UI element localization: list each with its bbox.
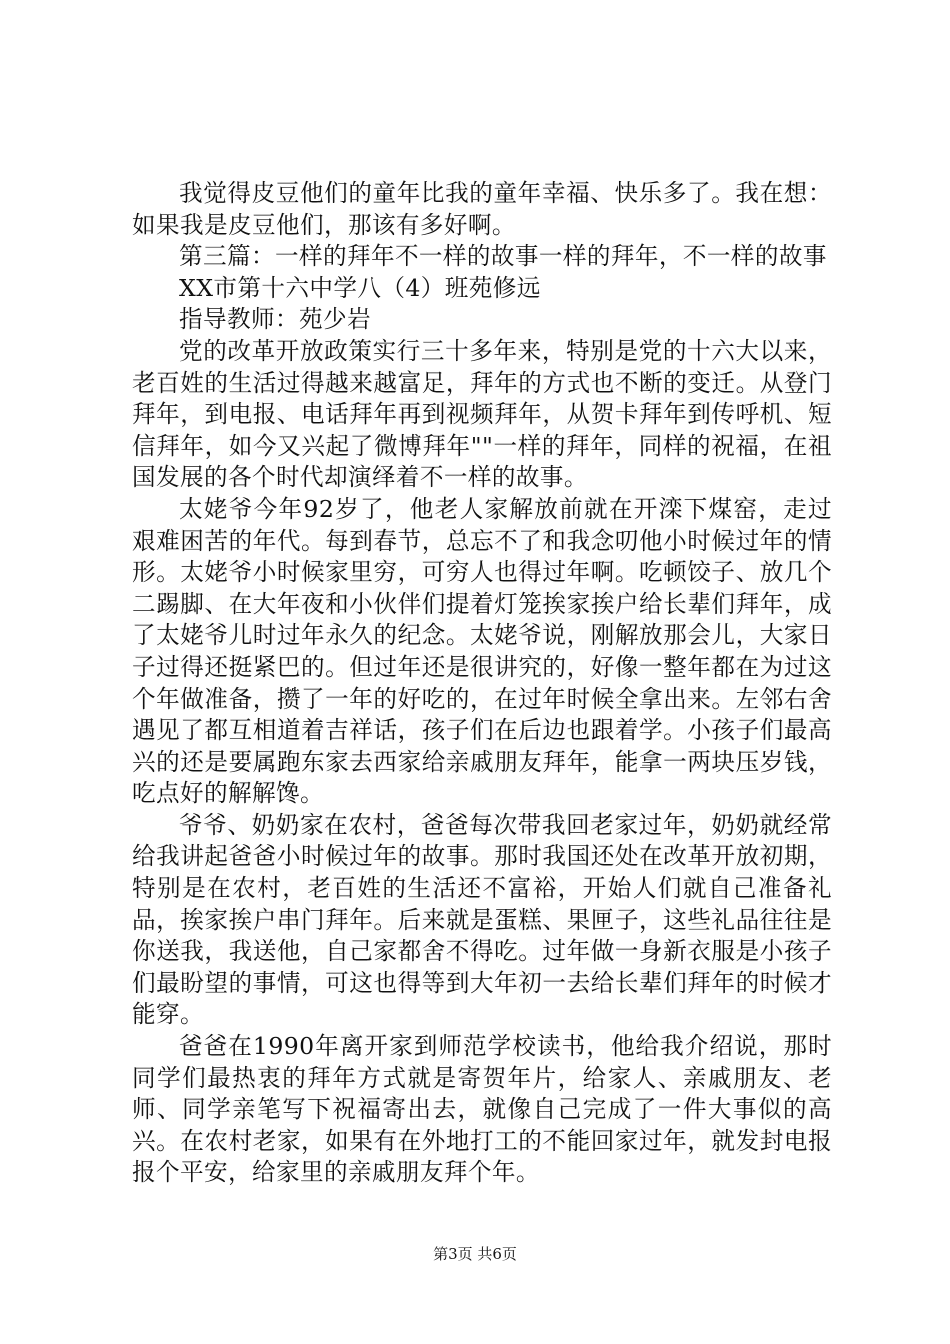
page-number-footer: 第3页 共6页 [433,1245,517,1263]
section-heading: 第三篇：一样的拜年不一样的故事一样的拜年，不一样的故事 [179,242,827,271]
paragraph-intro-ending: 我觉得皮豆他们的童年比我的童年幸福、快乐多了。我在想：如果我是皮豆他们，那该有多好啊。 [132,179,832,239]
paragraph-great-grandfather: 太姥爷今年92岁了，他老人家解放前就在开滦下煤窑，走过艰难困苦的年代。每到春节，总忘不了和我念叨他小时候过年的情形。太姥爷小时候家里穷，可穷人也得过年啊。吃顿饺子、放几个二踢脚、在大年夜和小伙伴们提着灯笼挨家挨户给长辈们拜年，成了太姥爷儿时过年永久的纪念。太姥爷说，刚解放那会儿，大家日子过得还挺紧巴的。但过年还是很讲究的，好像一整年都在为过这个年做准备，攒了一年的好吃的，在过年时候全拿出来。左邻右舍遇见了都互相道着吉祥话，孩子们在后边也跟着学。小孩子们最高兴的还是要属跑东家去西家给亲戚朋友拜年，能拿一两块压岁钱，吃点好的解解馋。 [132,494,832,808]
author-line: XX市第十六中学八（4）班苑修远 [179,273,541,302]
document-body [132,178,832,1189]
paragraph-grandparents: 爷爷、奶奶家在农村，爸爸每次带我回老家过年，奶奶就经常给我讲起爸爸小时候过年的故事。那时我国还处在改革开放初期，特别是在农村，老百姓的生活还不富裕，开始人们就自己准备礼品，挨家挨户串门拜年。后来就是蛋糕、果匣子，这些礼品往往是你送我，我送他，自己家都舍不得吃。过年做一身新衣服是小孩子们最盼望的事情，可这也得等到大年初一去给长辈们拜年的时候才能穿。 [132,810,832,1029]
teacher-line: 指导教师：苑少岩 [179,305,371,334]
paragraph-opening: 党的改革开放政策实行三十多年来，特别是党的十六大以来，老百姓的生活过得越来越富足，拜年的方式也不断的变迁。从登门拜年，到电报、电话拜年再到视频拜年，从贺卡拜年到传呼机、短信拜年，如今又兴起了微博拜年""一样的拜年，同样的祝福，在祖国发展的各个时代却演绎着不一样的故事。 [132,336,832,492]
paragraph-father: 爸爸在1990年离开家到师范学校读书，他给我介绍说，那时同学们最热衷的拜年方式就是寄贺年片，给家人、亲戚朋友、老师、同学亲笔写下祝福寄出去，就像自己完成了一件大事似的高兴。在农村老家，如果有在外地打工的不能回家过年，就发封电报报个平安，给家里的亲戚朋友拜个年。 [132,1032,832,1187]
